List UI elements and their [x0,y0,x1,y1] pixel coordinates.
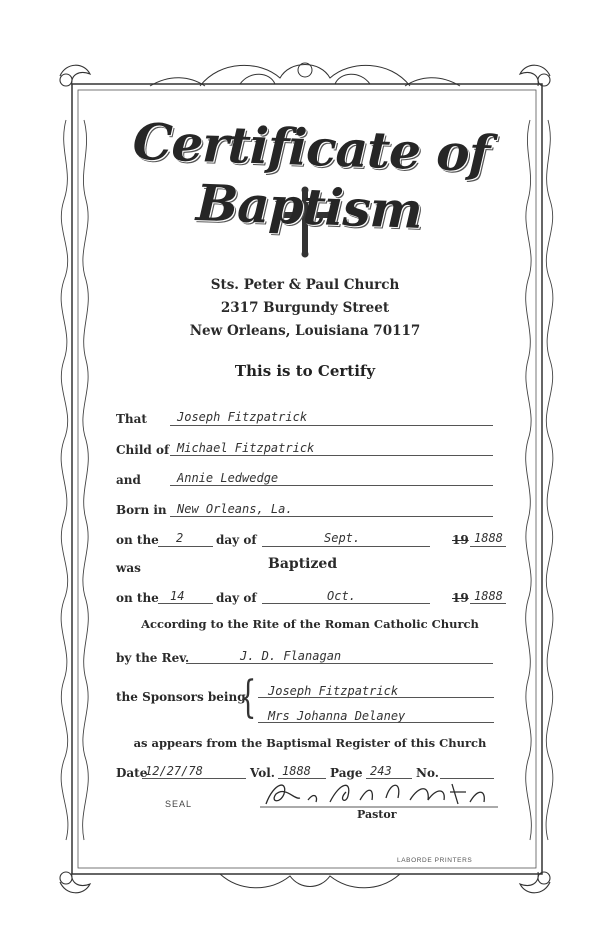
label-day-of: day of [216,533,257,547]
label-that: That [116,412,147,426]
church-street: 2317 Burgundy Street [220,300,390,316]
label-baptized: Baptized [268,556,338,572]
birth-month-value: Sept. [324,531,361,545]
pastor-label: Pastor [357,808,397,821]
birth-day-value: 2 [176,531,184,545]
label-by-the-rev: by the Rev. [116,651,190,665]
field-line [170,425,493,426]
register-statement: as appears from the Baptismal Register of this Church [133,736,487,750]
bottom-ornament [220,874,400,888]
field-line [262,546,430,547]
birthplace-value: New Orleans, La. [177,502,293,516]
field-line [170,516,493,517]
rite-statement: According to the Rite of the Roman Catholic Church [141,617,479,631]
label-vol: Vol. [250,766,275,780]
volume-value: 1888 [282,764,311,778]
baptism-year-value: 1888 [474,589,503,603]
printer-credit: LABORDE PRINTERS [397,857,473,864]
left-vine-ornament [61,120,88,840]
label-child-of: Child of [116,443,170,457]
minister-value: J. D. Flanagan [240,649,342,663]
label-on-the: on the [116,533,159,547]
label-born-in: Born in [116,503,167,517]
label-year-prefix-2: 19 [452,591,469,605]
field-line [158,546,213,547]
issue-date-value: 12/27/78 [145,764,203,778]
father-value: Michael Fitzpatrick [177,441,315,455]
label-year-prefix: 19 [452,533,469,547]
label-day-of-2: day of [216,591,257,605]
label-on-the-2: on the [116,591,159,605]
label-date: Date [116,766,148,780]
right-vine-ornament [526,120,553,840]
page-value: 243 [370,764,392,778]
field-line [158,603,213,604]
church-name: Sts. Peter & Paul Church [210,277,400,293]
certificate-title: Certificate of Baptism [131,111,491,240]
label-was: was [116,561,141,575]
certify-heading: This is to Certify [234,362,376,380]
label-sponsors: the Sponsors being [116,690,246,704]
seal-label: SEAL [165,799,193,809]
field-line [262,603,430,604]
field-line [470,603,506,604]
sponsor-2-value: Mrs Johanna Delaney [268,709,406,723]
mother-value: Annie Ledwedge [177,471,279,485]
field-line [170,455,493,456]
birth-year-value: 1888 [474,531,503,545]
label-and: and [116,473,141,487]
sponsor-bracket: { [239,672,257,723]
label-no: No. [416,766,439,780]
field-line [186,663,493,664]
top-ornament [150,63,460,86]
field-line [170,485,493,486]
field-line [470,546,506,547]
field-line [142,778,246,779]
label-page: Page [330,766,363,780]
child-name-value: Joseph Fitzpatrick [177,410,308,424]
baptism-month-value: Oct. [327,589,356,603]
sponsor-1-value: Joseph Fitzpatrick [268,684,399,698]
church-city: New Orleans, Louisiana 70117 [189,323,421,339]
baptism-day-value: 14 [170,589,185,603]
